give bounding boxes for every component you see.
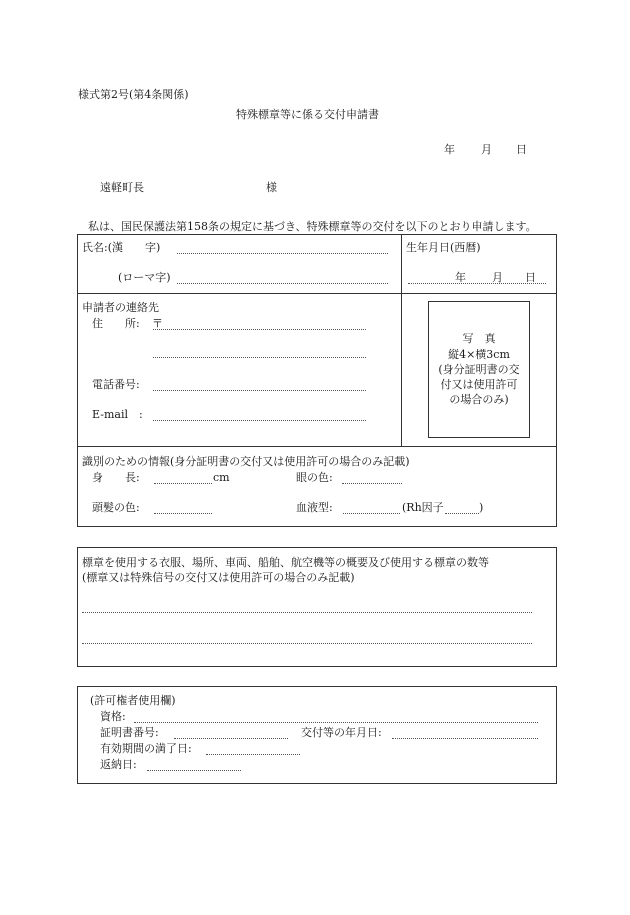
rh-factor-close: ) [479,501,484,514]
authority-use-heading: (許可権者使用欄) [90,694,176,707]
qualification-field[interactable] [134,722,538,723]
photo-size: 縦4×横3cm [448,348,510,361]
height-unit: cm [213,471,230,484]
height-label: 身 長: [92,471,140,484]
return-date-label: 返納日: [100,758,137,771]
name-kanji-field[interactable] [177,253,388,254]
addressee-honorific: 様 [266,181,277,194]
address-field-line1[interactable] [153,329,366,330]
certificate-number-field[interactable] [174,738,288,739]
date-month-label: 月 [481,143,492,156]
address-label: 住 所: [92,317,140,330]
identification-heading: 識別のための情報(身分証明書の交付又は使用許可の場合のみ記載) [82,455,410,468]
eye-color-label: 眼の色: [296,471,333,484]
expiry-date-label: 有効期間の満了日: [100,742,192,755]
emblem-usage-field-line2[interactable] [82,643,532,644]
table-divider [77,446,557,447]
issue-date-field[interactable] [392,738,538,739]
height-field[interactable] [154,483,212,484]
photo-note: (身分証明書の交付又は使用許可の場合のみ) [438,363,520,406]
phone-field[interactable] [153,390,366,391]
address-field-line2[interactable] [153,357,366,358]
birthdate-label: 生年月日(西暦) [406,241,481,254]
certificate-number-label: 証明書番号: [100,726,159,739]
postal-mark: 〒 [152,317,163,330]
issue-date-label: 交付等の年月日: [301,726,382,739]
blood-type-field[interactable] [343,513,400,514]
photo-title: 写 真 [462,332,496,345]
qualification-label: 資格: [100,710,126,723]
name-kanji-label: 氏名:(漢 字) [82,241,161,254]
expiry-date-field[interactable] [206,754,300,755]
birth-year-label: 年 [455,271,466,284]
addressee-name: 遠軽町長 [100,181,144,194]
hair-color-label: 頭髪の色: [92,501,140,514]
rh-factor-field[interactable] [445,513,479,514]
return-date-field[interactable] [147,770,241,771]
rh-factor-label: (Rh因子 [402,501,444,514]
phone-label: 電話番号: [92,378,140,391]
page-title: 特殊標章等に係る交付申請書 [236,108,379,121]
date-year-label: 年 [444,143,455,156]
emblem-usage-note: (標章又は特殊信号の交付又は使用許可の場合のみ記載) [82,571,355,584]
table-divider [77,293,557,294]
birth-day-label: 日 [525,271,536,284]
contact-heading: 申請者の連絡先 [82,301,159,314]
hair-color-field[interactable] [154,513,212,514]
birth-month-label: 月 [492,271,503,284]
name-romaji-label: (ローマ字) [118,271,171,284]
date-day-label: 日 [516,143,527,156]
table-column-divider [401,234,402,446]
name-romaji-field[interactable] [177,283,388,284]
blood-type-label: 血液型: [296,501,333,514]
form-number: 様式第2号(第4条関係) [78,88,189,101]
declaration-text: 私は、国民保護法第158条の規定に基づき、特殊標章等の交付を以下のとおり申請します。 [88,220,537,233]
eye-color-field[interactable] [342,483,402,484]
email-field[interactable] [153,420,366,421]
emblem-usage-field-line1[interactable] [82,612,532,613]
email-label: E-mail : [92,408,143,421]
emblem-usage-heading: 標章を使用する衣服、場所、車両、船舶、航空機等の概要及び使用する標章の数等 [82,556,489,569]
